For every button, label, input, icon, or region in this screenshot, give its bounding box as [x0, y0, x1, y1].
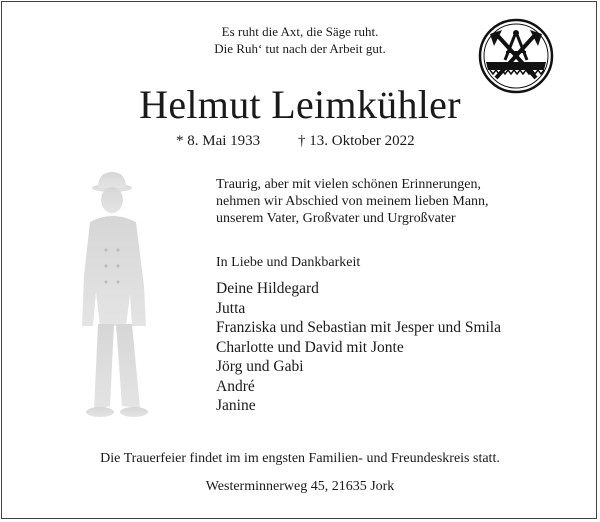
family-member: Jörg und Gabi: [216, 358, 304, 375]
family-member: Deine Hildegard: [216, 280, 319, 297]
ceremony-note: Die Trauerfeier findet im im engsten Familien- und Freundeskreis statt.: [100, 451, 500, 466]
family-member: André: [216, 377, 255, 395]
address: Westerminnerweg 45, 21635 Jork: [205, 479, 395, 494]
in-love-line: In Liebe und Dankbarkeit: [216, 255, 361, 270]
intro-line: unserem Vater, Großvater und Urgroßvater: [216, 211, 456, 226]
intro-text: [216, 176, 489, 227]
deceased-name: Helmut Leimkühler: [139, 82, 461, 127]
intro-line: Traurig, aber mit vielen schönen Erinnerungen,: [216, 177, 482, 192]
family-member: Janine: [216, 397, 256, 414]
motto-line-2: Die Ruh‘ tut nach der Arbeit gut.: [214, 41, 386, 56]
life-dates: [0, 133, 600, 153]
family-list: [216, 279, 501, 416]
birth-date: * 8. Mai 1933: [176, 133, 261, 149]
death-date: † 13. Oktober 2022: [298, 133, 415, 149]
intro-line: nehmen wir Abschied von meinem lieben Mann,: [216, 194, 489, 209]
motto-line-1: Es ruht die Axt, die Säge ruht.: [221, 24, 379, 39]
family-member: Franziska und Sebastian mit Jesper und Smila: [216, 319, 501, 336]
portrait-photo: [60, 166, 170, 426]
family-member: Jutta: [216, 299, 246, 317]
family-member: Charlotte und David mit Jonte: [216, 338, 404, 356]
